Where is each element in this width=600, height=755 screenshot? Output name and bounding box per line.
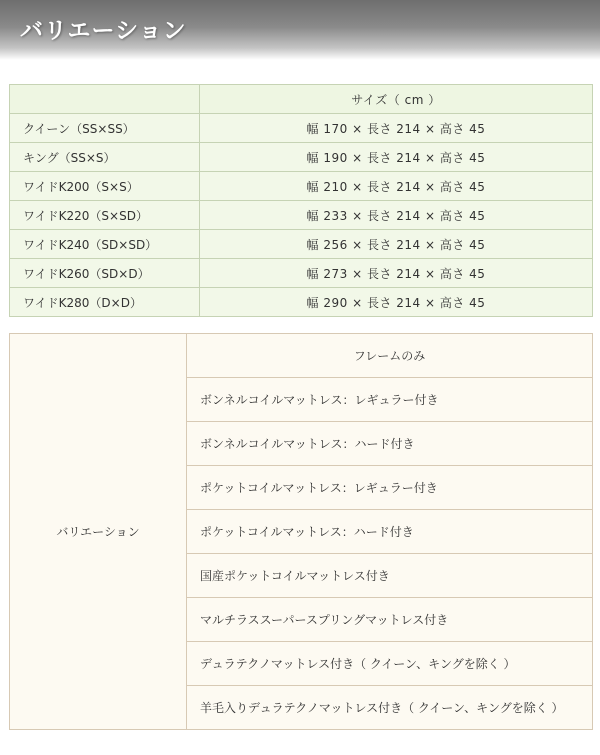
size-name: ワイドK280（D×D）	[10, 288, 200, 317]
size-name: ワイドK220（S×SD）	[10, 201, 200, 230]
table-row	[10, 201, 593, 230]
table-row	[10, 143, 593, 172]
variation-option: ボンネルコイルマットレス：ハード付き	[187, 422, 593, 466]
variation-option: フレームのみ	[187, 334, 593, 378]
size-name: ワイドK240（SD×SD）	[10, 230, 200, 259]
size-dimensions: 幅 210 × 長さ 214 × 高さ 45	[200, 172, 593, 201]
size-dimensions: 幅 256 × 長さ 214 × 高さ 45	[200, 230, 593, 259]
size-dimensions: 幅 190 × 長さ 214 × 高さ 45	[200, 143, 593, 172]
variation-option: ポケットコイルマットレス：レギュラー付き	[187, 466, 593, 510]
size-table	[9, 84, 593, 317]
variation-option: マルチラススーパースプリングマットレス付き	[187, 598, 593, 642]
variation-option: 羊毛入りデュラテクノマットレス付き（ クイーン、キングを除く ）	[187, 686, 593, 730]
size-name: ワイドK260（SD×D）	[10, 259, 200, 288]
variation-option: デュラテクノマットレス付き（ クイーン、キングを除く ）	[187, 642, 593, 686]
variation-option: ボンネルコイルマットレス：レギュラー付き	[187, 378, 593, 422]
size-dimensions: 幅 170 × 長さ 214 × 高さ 45	[200, 114, 593, 143]
size-dimensions: 幅 273 × 長さ 214 × 高さ 45	[200, 259, 593, 288]
size-table-header-blank	[10, 85, 200, 114]
table-row	[10, 334, 593, 378]
section-title: バリエーション	[20, 17, 187, 44]
table-row	[10, 114, 593, 143]
size-name: ワイドK200（S×S）	[10, 172, 200, 201]
variation-table	[9, 333, 593, 730]
table-row	[10, 259, 593, 288]
size-dimensions: 幅 290 × 長さ 214 × 高さ 45	[200, 288, 593, 317]
variation-option: ポケットコイルマットレス：ハード付き	[187, 510, 593, 554]
table-row	[10, 230, 593, 259]
variation-label: バリエーション	[10, 334, 187, 730]
table-row	[10, 288, 593, 317]
size-dimensions: 幅 233 × 長さ 214 × 高さ 45	[200, 201, 593, 230]
variation-option: 国産ポケットコイルマットレス付き	[187, 554, 593, 598]
size-name: クイーン（SS×SS）	[10, 114, 200, 143]
table-row	[10, 172, 593, 201]
size-name: キング（SS×S）	[10, 143, 200, 172]
size-table-header-row	[10, 85, 593, 114]
section-header	[0, 0, 600, 60]
size-table-header-size: サイズ（ cm ）	[200, 85, 593, 114]
